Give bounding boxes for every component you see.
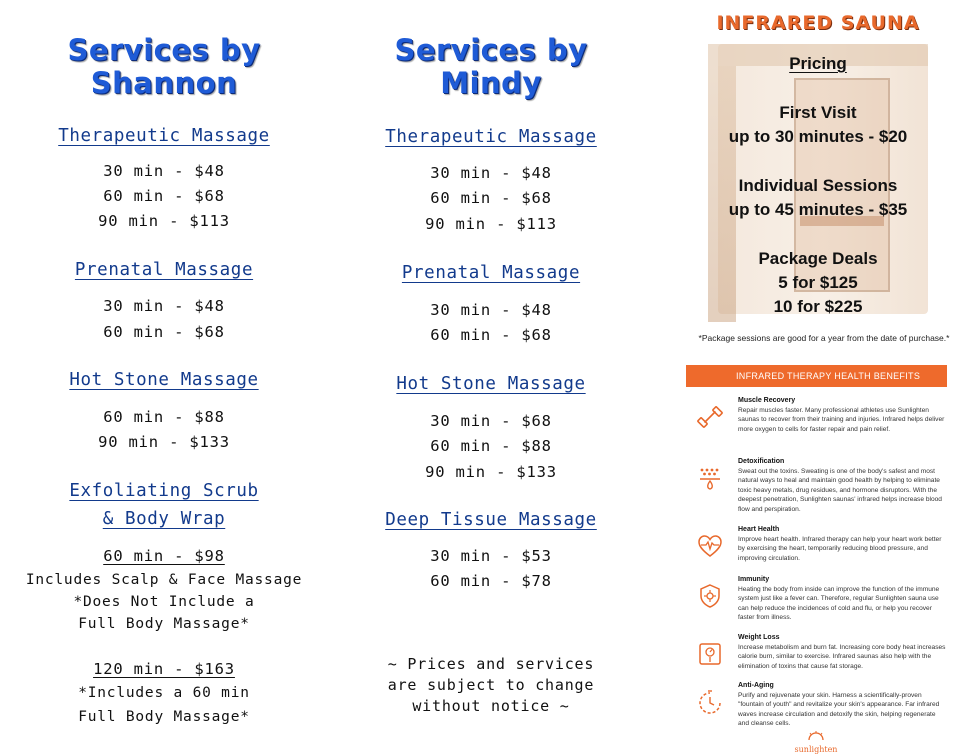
price-line: 60 min - $68 — [103, 323, 225, 341]
scale-icon — [696, 640, 724, 668]
mindy-hotstone-title: Hot Stone Massage — [396, 374, 586, 394]
benefit-item — [686, 634, 951, 678]
scrub-option1-note: Includes Scalp & Face Massage — [25, 572, 303, 588]
sauna-price-line: up to 45 minutes - $35 — [728, 200, 908, 219]
benefits-header: INFRARED THERAPY HEALTH BENEFITS — [686, 365, 947, 387]
detox-drops-icon — [696, 464, 724, 492]
mindy-title-line1: Services by — [394, 33, 588, 67]
shannon-title-line2: Shannon — [90, 66, 238, 100]
sauna-footnote: *Package sessions are good for a year from the date of purchase.* — [698, 333, 950, 343]
price-notice — [328, 654, 654, 717]
benefit-text: Improve heart health. Infrared therapy can help your heart work better by exercising the heart, temporarily reducing blood pressure, and improving circulation. — [738, 536, 942, 562]
scrub-option1-price: 60 min - $98 — [103, 547, 225, 565]
shannon-title — [0, 34, 328, 100]
scrub-option2-price: 120 min - $163 — [93, 660, 235, 678]
price-line: 30 min - $68 — [430, 412, 552, 430]
shannon-therapeutic-title: Therapeutic Massage — [58, 126, 270, 146]
mindy-title-line2: Mindy — [440, 66, 542, 100]
benefit-text: Purify and rejuvenate your skin. Harness a scientifically-proven "fountain of youth" and revitalize your skin's appearance. Far infrared waves increase circulation and detoxify the skin, helping regenerate and cleanse cells. — [738, 692, 940, 728]
benefit-item — [686, 682, 951, 726]
sauna-pricing-label: Pricing — [789, 54, 847, 73]
price-line: 30 min - $48 — [103, 297, 225, 315]
sauna-price-line: Individual Sessions — [738, 176, 898, 195]
price-line: 60 min - $68 — [430, 189, 552, 207]
benefit-title: Heart Health — [738, 526, 780, 533]
price-line: 60 min - $88 — [103, 408, 225, 426]
logo-text: sunlighten — [794, 745, 838, 754]
benefit-item — [686, 576, 951, 632]
benefit-title: Immunity — [738, 576, 770, 583]
shannon-prenatal-title: Prenatal Massage — [74, 260, 254, 280]
shannon-title-line1: Services by — [67, 33, 261, 67]
dumbbell-icon — [696, 403, 724, 431]
shield-cell-icon — [696, 582, 724, 610]
scrub-option2-note: Full Body Massage* — [78, 709, 250, 725]
scrub-option1-note: Full Body Massage* — [78, 616, 250, 632]
benefit-item — [686, 458, 951, 520]
price-line: 30 min - $48 — [430, 301, 552, 319]
mindy-deeptissue-title: Deep Tissue Massage — [385, 510, 597, 530]
price-line: 90 min - $133 — [425, 463, 557, 481]
sunlighten-logo — [788, 726, 844, 754]
price-line: 30 min - $48 — [103, 162, 225, 180]
benefit-title: Anti-Aging — [738, 682, 774, 689]
benefit-title: Weight Loss — [738, 634, 780, 641]
mindy-prenatal-title: Prenatal Massage — [401, 263, 581, 283]
price-line: 90 min - $133 — [98, 433, 230, 451]
price-line: 90 min - $113 — [425, 215, 557, 233]
price-line: 90 min - $113 — [98, 212, 230, 230]
sauna-price-line: First Visit — [779, 103, 857, 122]
scrub-option2-note: *Includes a 60 min — [78, 685, 250, 701]
benefit-item — [686, 526, 951, 570]
benefit-text: Heating the body from inside can improve the function of the immune system just like a fever can. Therefore, regular Sunlighten sauna use can help reduce the incidences of cold and flu, or help you recover faster from illness. — [738, 586, 940, 622]
mindy-therapeutic-title: Therapeutic Massage — [385, 127, 597, 147]
benefit-text: Repair muscles faster. Many professional athletes use Sunlighten saunas to recover from their training and injuries. Infrared helps deliver more oxygen to cells for faster repair and pain relief. — [738, 407, 945, 433]
price-line: 60 min - $88 — [430, 437, 552, 455]
price-line: 60 min - $68 — [430, 326, 552, 344]
timer-icon — [696, 688, 724, 716]
sauna-price-line: up to 30 minutes - $20 — [728, 127, 908, 146]
sauna-column — [680, 0, 956, 756]
sauna-title: INFRARED SAUNA — [716, 12, 920, 34]
shannon-hotstone-title: Hot Stone Massage — [69, 370, 259, 390]
benefit-text: Sweat out the toxins. Sweating is one of the body's safest and most natural ways to heal and maintain good health by helping to eliminate toxic heavy metals, drug residues, and hormone disruptors. With the deepest penetration, Sunlighten saunas' infrared helps increase blood flow and perspiration. — [738, 468, 942, 513]
benefit-title: Muscle Recovery — [738, 397, 796, 404]
scrub-option1-note: *Does Not Include a — [73, 594, 255, 610]
shannon-scrub-title-line2: & Body Wrap — [102, 509, 226, 529]
benefit-item — [686, 397, 951, 449]
notice-line: are subject to change — [387, 676, 595, 694]
notice-line: without notice ~ — [412, 697, 570, 715]
notice-line: ~ Prices and services — [387, 655, 595, 673]
sauna-price-line: Package Deals — [758, 249, 878, 268]
sauna-price-line: 10 for $225 — [773, 297, 863, 316]
heart-pulse-icon — [696, 532, 724, 560]
price-line: 60 min - $68 — [103, 187, 225, 205]
mindy-title — [328, 34, 654, 100]
price-line: 30 min - $53 — [430, 547, 552, 565]
shannon-scrub-title-line1: Exfoliating Scrub — [69, 481, 259, 501]
price-line: 30 min - $48 — [430, 164, 552, 182]
sauna-price-line: 5 for $125 — [778, 273, 858, 292]
sun-icon — [806, 731, 826, 741]
benefit-title: Detoxification — [738, 458, 785, 465]
benefit-text: Increase metabolism and burn fat. Increasing core body heat increases calorie burn, similar to exercise. Infrared saunas also help with the elimination of toxins that cause fat storage. — [738, 644, 946, 670]
price-line: 60 min - $78 — [430, 572, 552, 590]
